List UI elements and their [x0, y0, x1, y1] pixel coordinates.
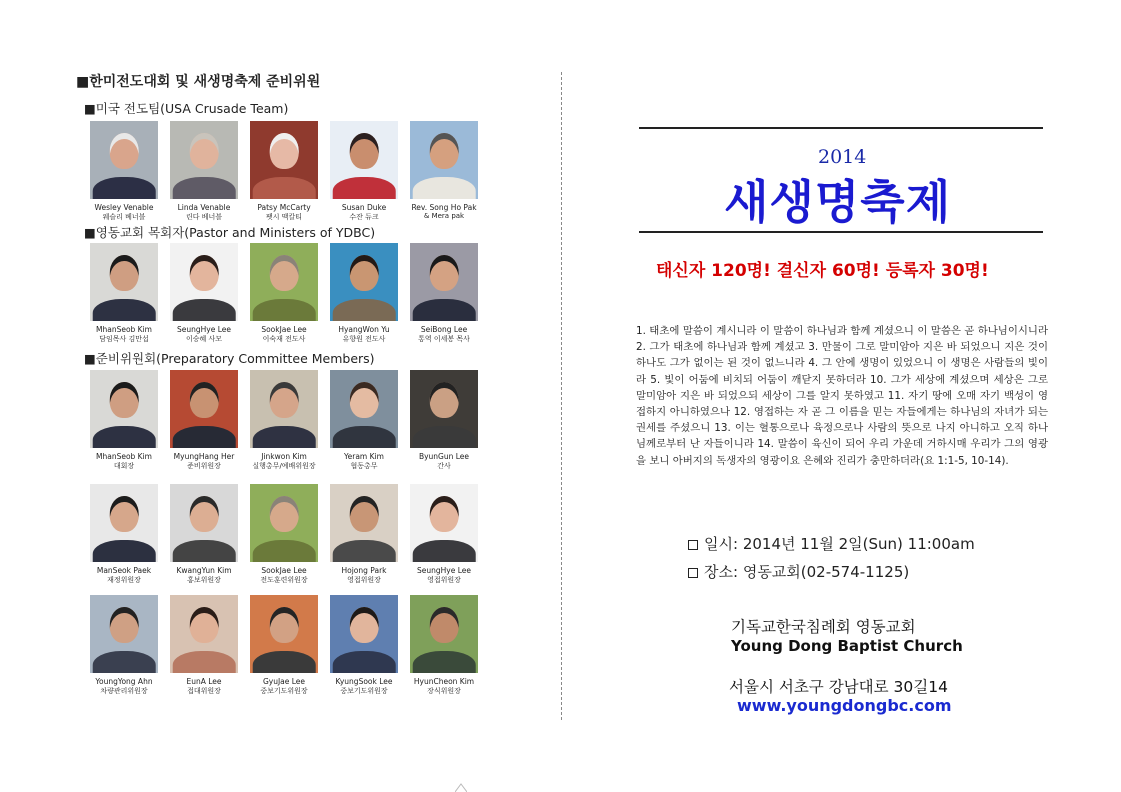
member-name: YoungYong Ahn	[95, 677, 153, 686]
member-role: 대회장	[113, 462, 135, 470]
member-card	[324, 484, 404, 585]
festival-title: 새생명축제	[724, 175, 952, 229]
member-photo	[330, 121, 398, 199]
member-name: SeiBong Lee	[420, 325, 468, 334]
member-photo	[330, 370, 398, 448]
member-name: KwangYun Kim	[176, 566, 232, 575]
member-photo	[410, 121, 478, 199]
member-photo	[330, 243, 398, 321]
member-name: MhanSeob Kim	[96, 325, 152, 334]
committee-heading: ■준비위원회(Preparatory Committee Members)	[84, 351, 375, 366]
goals-banner: 태신자 120명! 결신자 60명! 등록자 30명!	[656, 261, 989, 281]
member-name: EunA Lee	[186, 677, 222, 686]
member-card	[324, 121, 404, 222]
member-card	[164, 243, 244, 344]
member-name: SookJae Lee	[261, 325, 307, 334]
member-photo	[410, 484, 478, 562]
member-name: ByunGun Lee	[418, 452, 470, 461]
member-photo	[170, 121, 238, 199]
member-card	[84, 243, 164, 344]
member-card	[244, 484, 324, 585]
member-card	[404, 595, 484, 696]
member-photo	[250, 243, 318, 321]
member-card	[244, 121, 324, 222]
member-card	[404, 121, 484, 222]
member-name: HyunCheon Kim	[413, 677, 475, 686]
member-photo	[410, 595, 478, 673]
member-role: 준비위원장	[187, 462, 221, 470]
member-role: 유향원 전도사	[342, 335, 386, 343]
member-card	[244, 370, 324, 471]
member-card	[164, 595, 244, 696]
member-card	[244, 243, 324, 344]
member-photo	[90, 595, 158, 673]
member-card	[404, 370, 484, 471]
usa-team-heading: ■미국 전도팀(USA Crusade Team)	[84, 101, 289, 116]
member-role: & Mera pak	[423, 212, 465, 220]
event-year: 2014	[818, 146, 867, 168]
member-card	[324, 243, 404, 344]
member-name: Wesley Venable	[94, 203, 154, 212]
member-photo	[90, 243, 158, 321]
member-role: 이숙재 전도사	[262, 335, 306, 343]
church-website-link[interactable]: www.youngdongbc.com	[737, 696, 952, 715]
member-photo	[410, 370, 478, 448]
member-name: HyangWon Yu	[338, 325, 390, 334]
member-card	[164, 370, 244, 471]
member-role: 영접위원장	[427, 576, 461, 584]
church-name-korean: 기독교한국침례회 영동교회	[731, 618, 916, 636]
member-role: 간사	[437, 462, 451, 470]
member-name: Susan Duke	[341, 203, 387, 212]
member-name: SeungHye Lee	[177, 325, 231, 334]
checkbox-bullet-icon	[688, 540, 698, 550]
member-photo	[250, 121, 318, 199]
member-role: 영접위원장	[347, 576, 381, 584]
member-photo	[90, 370, 158, 448]
left-panel	[0, 0, 560, 791]
place-line	[688, 561, 909, 582]
place-value: 영동교회(02-574-1125)	[742, 563, 910, 581]
member-photo	[250, 370, 318, 448]
member-card	[164, 484, 244, 585]
member-photo	[170, 484, 238, 562]
committee-grid-row-2	[84, 484, 484, 585]
checkbox-bullet-icon	[688, 568, 698, 578]
member-name: KyungSook Lee	[335, 677, 393, 686]
usa-team-grid	[84, 121, 484, 222]
member-card	[84, 484, 164, 585]
date-label: 일시:	[704, 535, 739, 553]
member-name: Patsy McCarty	[257, 203, 311, 212]
member-name: GyuJae Lee	[262, 677, 306, 686]
member-name: Rev. Song Ho Pak	[411, 203, 477, 212]
member-card	[84, 121, 164, 222]
member-card	[324, 370, 404, 471]
member-photo	[410, 243, 478, 321]
member-name: MyungHang Her	[173, 452, 235, 461]
member-role: 전도훈련위원장	[260, 576, 308, 584]
member-role: 홍보위원장	[187, 576, 221, 584]
member-role: 협동총무	[350, 462, 378, 470]
member-name: ManSeok Paek	[96, 566, 152, 575]
member-role: 통역 이세봉 목사	[418, 335, 470, 343]
member-name: SeungHye Lee	[417, 566, 471, 575]
member-role: 중보기도위원장	[340, 687, 388, 695]
member-photo	[90, 121, 158, 199]
member-name: Linda Venable	[177, 203, 231, 212]
top-rule	[639, 127, 1043, 129]
member-name: SookJae Lee	[261, 566, 307, 575]
member-name: Hojong Park	[341, 566, 387, 575]
member-name: Jinkwon Kim	[261, 452, 307, 461]
member-photo	[330, 595, 398, 673]
member-photo	[170, 595, 238, 673]
member-photo	[330, 484, 398, 562]
scripture-text: 1. 태초에 말씀이 계시니라 이 말씀이 하나님과 함께 계셨으니 이 말씀은 곧 하나님이시니라 2. 그가 태초에 하나님과 함께 계셨고 3. 만물이 그로 말미암아 지은 바 되었으니 지은 것이 하나도 그가 없이는 된 것이 없느니라 4. 그 안에 생명이 있었으니 이 생명은 사람들의 빛이라 5. 빛이 어둠에 비치되 어둠이 깨닫지 못하더라 10. 그가 세상에 계셨으며 세상은 그로 말미암아 지은 바 되었으되 세상이 그를 알지 못하였고 11. 자기 땅에 오매 자기 백성이 영접하지 아니하였으나 12. 영접하는 자 곧 그 이름을 믿는 자들에게는 하나님의 자녀가 되는 권세를 주셨으니 13. 이는 혈통으로나 육정으로나 사람의 뜻으로 나지 아니하고 오직 하나님께로부터 난 자들이니라 14. 말씀이 육신이 되어 우리 가운데 거하시매 우리가 그의 영광을 보니 아버지의 독생자의 영광이요 은혜와 진리가 충만하더라(요 1:1-5, 10-14).	[636, 325, 1048, 467]
member-photo	[250, 484, 318, 562]
member-card	[324, 595, 404, 696]
place-label: 장소:	[704, 563, 739, 581]
pastors-heading: ■영동교회 목회자(Pastor and Ministers of YDBC)	[84, 225, 376, 240]
member-role: 재정위원장	[107, 576, 141, 584]
member-name: Yeram Kim	[344, 452, 384, 461]
date-value: 2014년 11월 2일(Sun) 11:00am	[742, 535, 975, 553]
pastors-grid	[84, 243, 484, 344]
member-photo	[250, 595, 318, 673]
member-role: 웨슬리 베너블	[102, 213, 146, 221]
member-name: MhanSeob Kim	[96, 452, 152, 461]
bottom-rule	[639, 231, 1043, 233]
committee-grid-row-1	[84, 370, 484, 471]
member-role: 이승혜 사모	[185, 335, 223, 343]
church-name-english: Young Dong Baptist Church	[731, 637, 963, 655]
page-corner-mark-icon	[455, 780, 467, 792]
member-card	[84, 595, 164, 696]
member-card	[404, 243, 484, 344]
member-role: 차량관리위원장	[100, 687, 148, 695]
member-card	[404, 484, 484, 585]
right-panel	[562, 0, 1121, 791]
church-address: 서울시 서초구 강남대로 30길14	[729, 678, 948, 696]
member-role: 실행총무/예배위원장	[252, 462, 316, 470]
page-title: ■한미전도대회 및 새생명축제 준비위원	[76, 74, 321, 90]
member-role: 린다 베너블	[185, 213, 223, 221]
member-card	[164, 121, 244, 222]
member-role: 접대위원장	[187, 687, 221, 695]
member-card	[84, 370, 164, 471]
member-photo	[170, 370, 238, 448]
member-card	[244, 595, 324, 696]
committee-grid-row-3	[84, 595, 484, 696]
member-role: 중보기도위원장	[260, 687, 308, 695]
member-photo	[90, 484, 158, 562]
member-role: 장식위원장	[427, 687, 461, 695]
date-line	[688, 533, 975, 554]
member-role: 담임목사 김만섭	[99, 335, 149, 343]
member-role: 수잔 듀크	[349, 213, 379, 221]
member-photo	[170, 243, 238, 321]
member-role: 팻시 맥칼티	[265, 213, 303, 221]
